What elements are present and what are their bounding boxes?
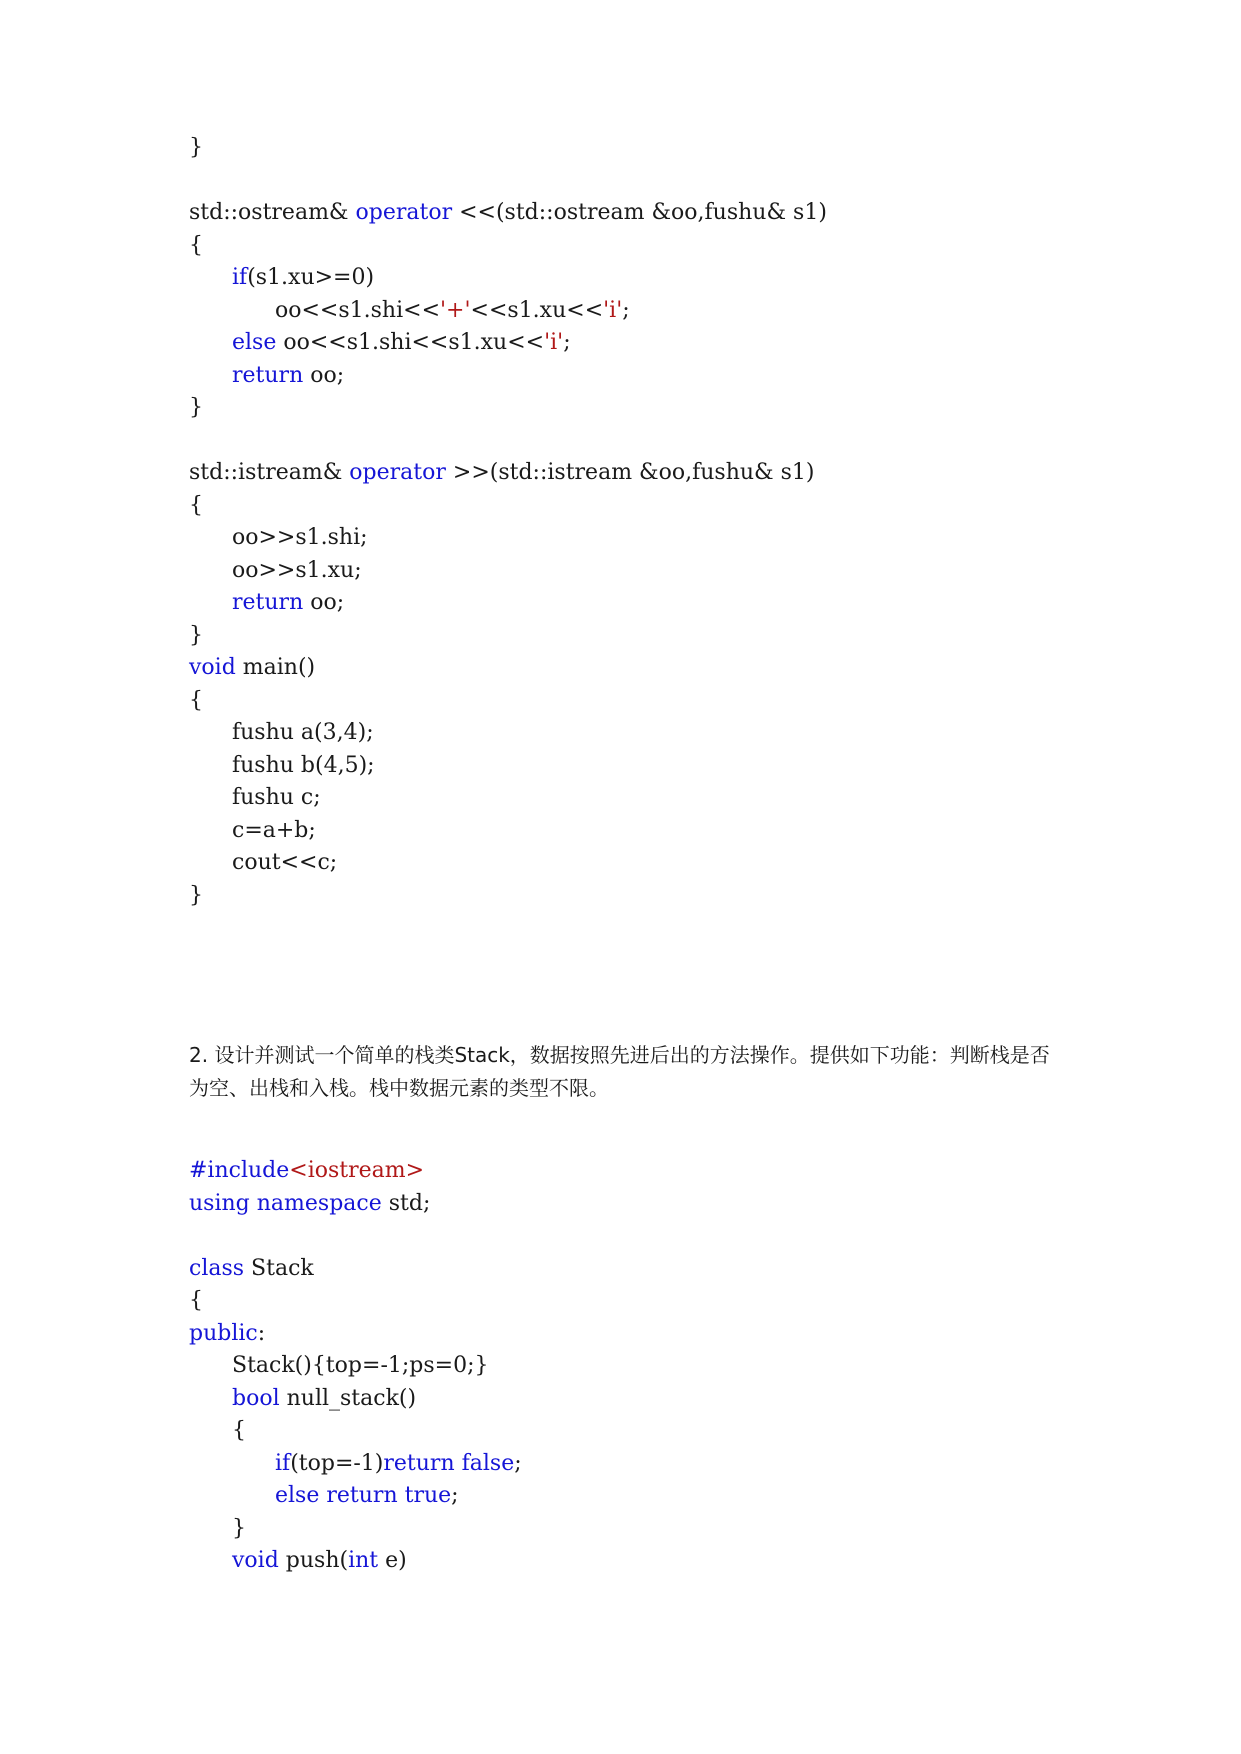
question-2-text: 2. 设计并测试一个简单的栈类Stack，数据按照先进后出的方法操作。提供如下功能：判断栈是否为空、出栈和入栈。栈中数据元素的类型不限。 [189,1043,1050,1100]
code-text: null_stack() [279,1385,417,1411]
code-line [189,1319,265,1349]
code-text: oo; [303,362,345,388]
code-text: { [189,492,203,518]
code-text: oo<<s1.shi<<s1.xu<< [276,330,545,355]
code-line [232,361,344,391]
code-keyword: operator [355,200,453,225]
code-keyword: using [189,1190,250,1216]
code-text: fushu b(4,5); [232,752,375,778]
code-text [455,1451,462,1476]
code-text: } [189,395,203,420]
code-text: { [189,1288,203,1313]
code-keyword: return [232,590,304,615]
code-text: ; [622,297,630,323]
code-line [189,458,815,488]
code-keyword: void [189,655,236,680]
code-line [189,653,315,683]
code-keyword: class [189,1255,245,1281]
code-line [232,751,375,781]
code-text: } [189,135,203,160]
code-keyword: void [232,1548,279,1573]
code-line [232,718,374,748]
code-keyword: if [232,265,248,290]
code-line [189,1156,424,1186]
code-line [232,1416,246,1446]
code-keyword: public [189,1320,258,1346]
code-line [275,1481,459,1511]
code-text: oo>>s1.shi; [232,525,368,550]
code-line [189,491,203,521]
code-line [275,296,630,326]
code-text: ; [563,330,571,355]
code-string: '+' [440,297,471,323]
code-string: 'i' [544,330,564,355]
code-line [232,1351,489,1381]
code-text: std::ostream& [189,200,356,225]
code-keyword: namespace [256,1190,382,1216]
code-keyword: else [232,330,277,355]
code-text: oo<<s1.shi<< [275,297,440,323]
code-text: main() [235,655,316,680]
code-text: { [189,232,203,258]
code-text: : [257,1320,266,1346]
code-text: >>(std::istream &oo,fushu& s1) [445,460,815,485]
code-line [232,848,337,878]
code-text [250,1191,257,1216]
code-line [189,133,203,163]
code-line [275,1449,522,1479]
code-keyword: int [348,1548,379,1573]
code-text: push( [278,1548,349,1573]
code-string: <iostream> [289,1158,425,1183]
code-keyword: if [275,1450,291,1476]
code-line [232,1546,407,1576]
code-text: (s1.xu>=0) [247,265,375,290]
code-text: std; [381,1190,431,1216]
code-line [232,1514,246,1544]
code-line [189,621,203,651]
code-text: { [189,687,203,713]
code-text: c=a+b; [232,817,316,843]
code-keyword: #include [189,1158,290,1183]
code-text: std::istream& [189,460,350,485]
code-line [232,263,374,293]
code-line [189,1189,430,1219]
code-line [189,881,203,911]
code-line [189,686,203,716]
code-line [189,1286,203,1316]
code-text: fushu a(3,4); [232,720,374,745]
code-keyword: return [326,1483,398,1508]
code-line [189,1254,314,1284]
code-text: e) [378,1548,407,1573]
code-line [232,1384,416,1414]
code-text: <<(std::ostream &oo,fushu& s1) [452,200,827,225]
code-text: } [232,1515,246,1541]
code-text: ; [514,1450,522,1476]
code-keyword: bool [232,1385,280,1411]
code-keyword: true [404,1483,452,1508]
code-text: cout<<c; [232,850,338,875]
code-text [398,1483,405,1508]
code-text: } [189,882,203,908]
code-string: 'i' [603,297,623,323]
code-text: (top=-1) [290,1450,384,1476]
code-line [189,231,203,261]
code-text: <<s1.xu<< [470,297,604,323]
code-line [232,523,368,553]
code-text: ; [451,1483,459,1508]
code-keyword: else [275,1483,320,1508]
code-line [189,198,827,228]
code-text: oo>>s1.xu; [232,557,362,583]
code-keyword: false [461,1450,515,1476]
code-line [232,328,571,358]
code-text: } [189,622,203,648]
code-line [232,588,344,618]
code-keyword: return [232,362,304,388]
code-text: Stack [244,1255,314,1281]
code-keyword: operator [349,460,446,485]
code-line [189,393,203,423]
code-text: oo; [303,590,345,615]
code-keyword: return [383,1450,455,1476]
code-line [232,556,362,586]
code-text: { [232,1418,246,1443]
code-line [232,816,316,846]
code-line [232,783,321,813]
code-text: Stack(){top=-1;ps=0;} [232,1353,489,1378]
code-text: fushu c; [232,785,321,810]
